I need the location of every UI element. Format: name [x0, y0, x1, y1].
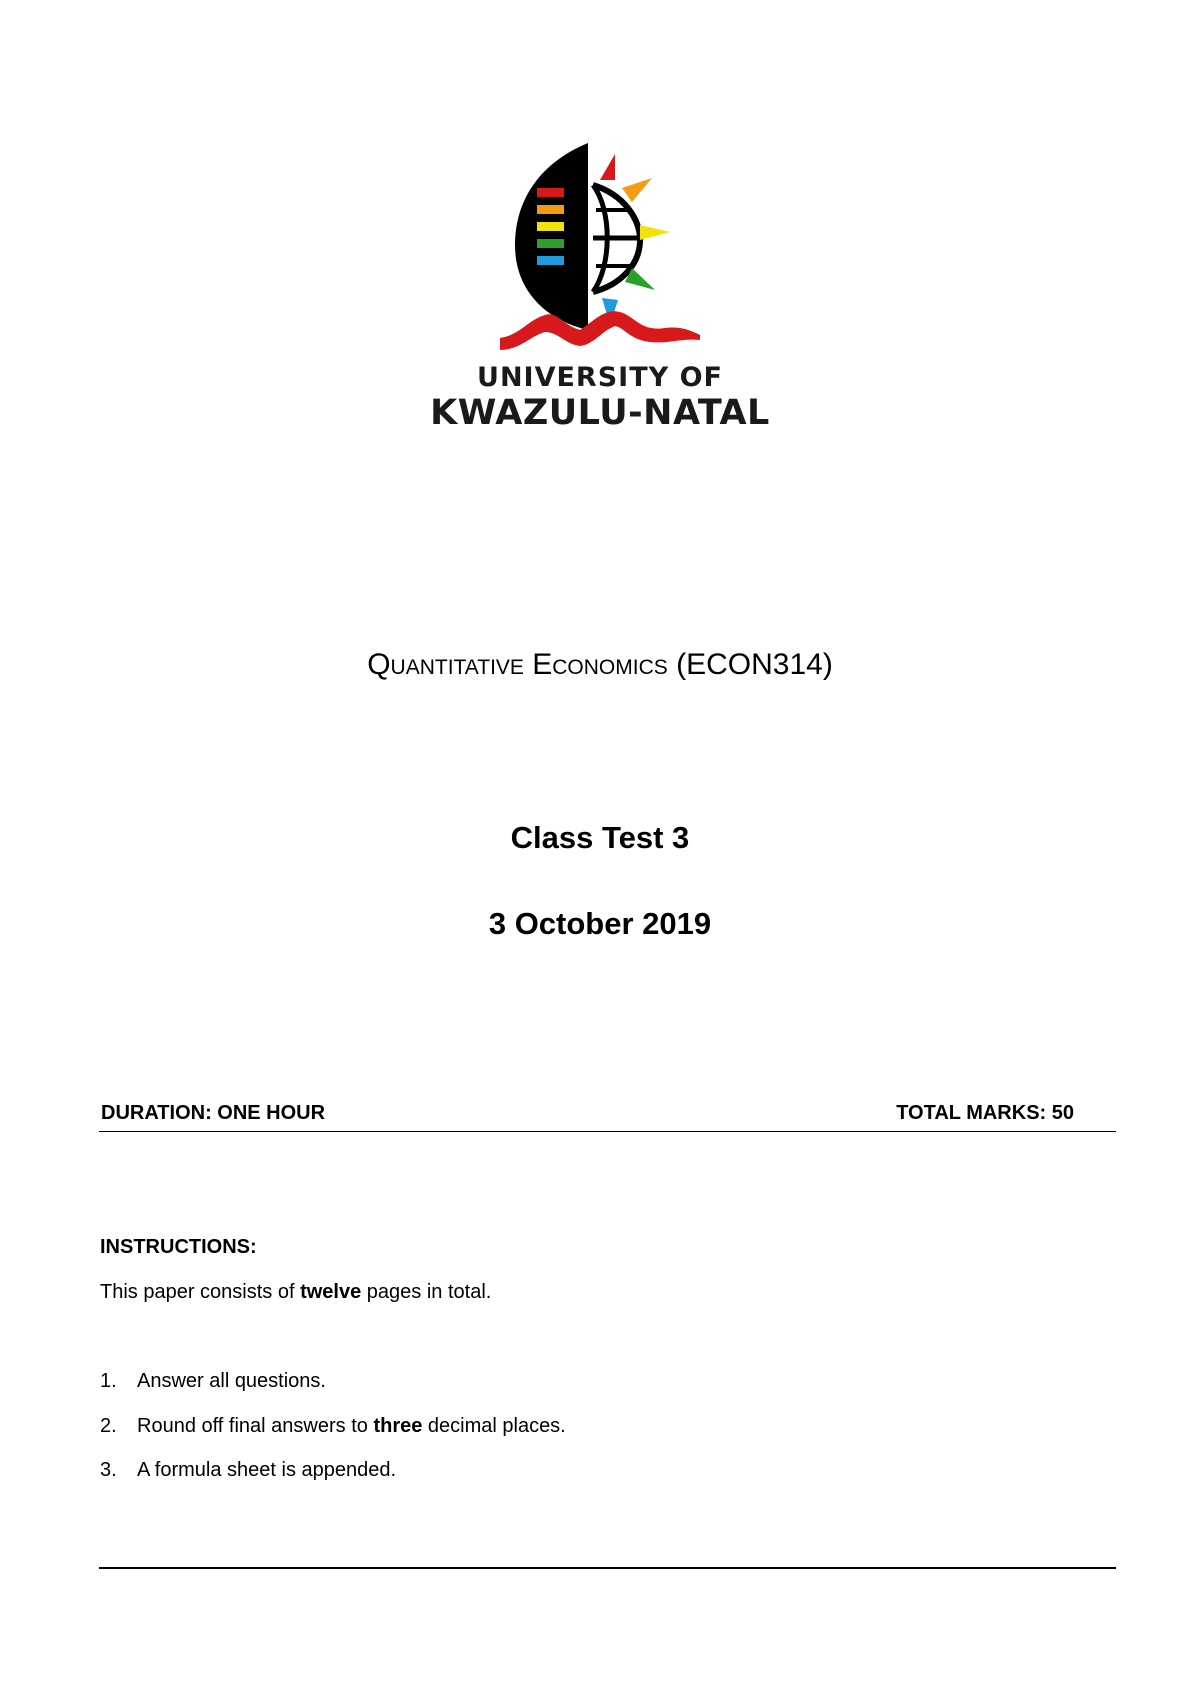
list-item-text: Answer all questions.: [137, 1370, 326, 1392]
university-logo: [0, 140, 1200, 355]
list-item-emphasis: three: [373, 1414, 423, 1437]
total-marks-label: TOTAL MARKS: 50: [896, 1102, 1074, 1124]
page-count-statement: [100, 1281, 491, 1304]
list-item-text: A formula sheet is appended.: [137, 1459, 397, 1481]
list-item-text: Round off final answers to: [137, 1414, 374, 1437]
ukzn-shield-icon: [500, 140, 700, 355]
page-count-value: twelve: [300, 1281, 362, 1303]
list-item-text-suffix: decimal places.: [422, 1414, 566, 1437]
course-title: Quantitative Economics (ECON314): [367, 648, 833, 681]
list-item: [100, 1459, 566, 1504]
duration-marks-row: [99, 1100, 1116, 1132]
test-name: Class Test 3: [510, 820, 690, 855]
list-item-number: 2.: [100, 1414, 117, 1437]
instruction-list: [100, 1370, 566, 1504]
page-count-suffix: pages in total.: [361, 1281, 492, 1303]
test-date: 3 October 2019: [488, 906, 712, 941]
list-item-number: 3.: [100, 1459, 117, 1481]
logo-text-university-of: UNIVERSITY OF: [477, 362, 723, 393]
list-item-number: 1.: [100, 1370, 117, 1392]
list-item: [100, 1415, 566, 1460]
logo-text-kwazulu-natal: KWAZULU-NATAL: [430, 393, 770, 433]
duration-label: DURATION: ONE HOUR: [101, 1102, 326, 1124]
page-count-prefix: This paper consists of: [100, 1281, 301, 1303]
bottom-divider: [99, 1567, 1116, 1569]
instructions-heading: INSTRUCTIONS:: [100, 1236, 257, 1258]
list-item: [100, 1370, 566, 1415]
